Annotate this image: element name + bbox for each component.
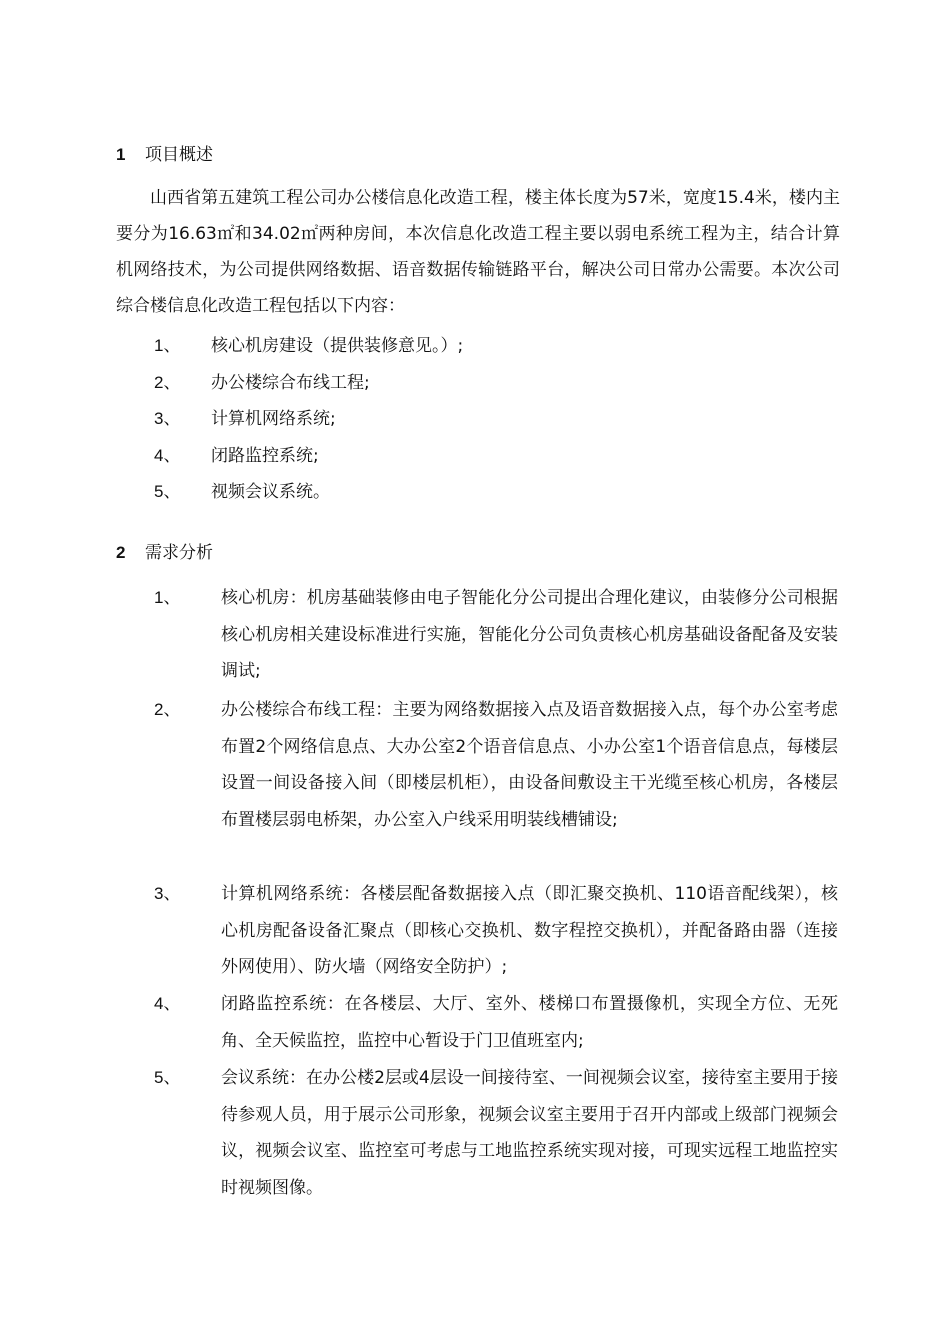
- section-1-number: 1: [116, 145, 126, 164]
- section-1-paragraph: 山西省第五建筑工程公司办公楼信息化改造工程，楼主体长度为57米，宽度15.4米，楼内主要分为16.63㎡和34.02㎡两种房间，本次信息化改造工程主要以弱电系统工程为主，结合计算机网络技术，为公司提供网络数据、语音数据传输链路平台，解决公司日常办公需要。本次公司综合楼信息化改造工程包括以下内容：: [116, 188, 840, 316]
- section-1-list: [154, 334, 463, 517]
- list-item-index: 5、: [154, 482, 181, 502]
- list-item-text: 计算机网络系统;: [211, 409, 336, 430]
- list-item-index: 3、: [154, 409, 181, 429]
- section-1-title: 项目概述: [145, 145, 213, 165]
- list-item-index: 4、: [154, 445, 181, 465]
- requirement-index: 5、: [154, 1068, 181, 1087]
- requirement-text: 办公楼综合布线工程：主要为网络数据接入点及语音数据接入点，每个办公室考虑布置2个网络信息点、大办公室2个语音信息点、小办公室1个语音信息点，每楼层设置一间设备接入间（即楼层机柜），由设备间敷设主干光缆至核心机房，各楼层布置楼层弱电桥架，办公室入户线采用明装线槽铺设;: [221, 700, 838, 830]
- list-item: [154, 371, 463, 408]
- requirement-index: 2、: [154, 700, 181, 719]
- requirement-text: 闭路监控系统：在各楼层、大厅、室外、楼梯口布置摄像机，实现全方位、无死角、全天候监控，监控中心暂设于门卫值班室内;: [221, 994, 838, 1051]
- list-item-index: 2、: [154, 372, 181, 392]
- requirement-text: 会议系统：在办公楼2层或4层设一间接待室、一间视频会议室，接待室主要用于接待参观人员，用于展示公司形象，视频会议室主要用于召开内部或上级部门视频会议，视频会议室、监控室可考虑与工地监控系统实现对接，可现实远程工地监控实时视频图像。: [221, 1068, 838, 1198]
- section-2-number: 2: [116, 543, 126, 562]
- requirement-text: 计算机网络系统：各楼层配备数据接入点（即汇聚交换机、110语音配线架），核心机房配备设备汇聚点（即核心交换机、数字程控交换机），并配备路由器（连接外网使用）、防火墙（网络安全防护）;: [221, 884, 838, 977]
- list-item-text: 闭路监控系统;: [211, 445, 319, 466]
- section-2-heading: [116, 541, 213, 565]
- requirement-index: 3、: [154, 884, 181, 903]
- list-item: [154, 334, 463, 371]
- section-1-heading: [116, 143, 213, 167]
- list-item: [154, 407, 463, 444]
- requirement-index: 4、: [154, 994, 181, 1013]
- list-item-text: 办公楼综合布线工程;: [211, 372, 370, 393]
- list-item-index: 1、: [154, 336, 181, 355]
- section-2-title: 需求分析: [145, 543, 213, 563]
- requirement-text: 核心机房：机房基础装修由电子智能化分公司提出合理化建议，由装修分公司根据核心机房相关建设标准进行实施，智能化分公司负责核心机房基础设备配备及安装调试;: [221, 588, 838, 681]
- list-item: [154, 480, 463, 517]
- list-item: [154, 444, 463, 481]
- list-item-text: 核心机房建设（提供装修意见。）;: [211, 336, 464, 356]
- list-item-text: 视频会议系统。: [211, 482, 330, 503]
- requirement-index: 1、: [154, 588, 181, 607]
